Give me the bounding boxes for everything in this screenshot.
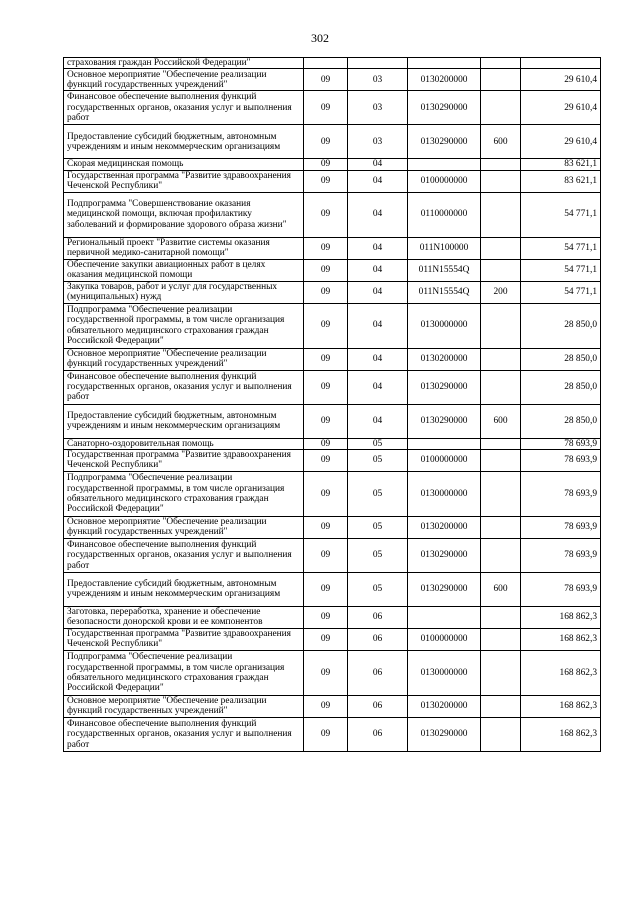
row-name: Основное мероприятие "Обеспечение реализации функций государственных учреждений" [64,348,304,370]
table-row [64,695,601,717]
table-row [64,237,601,259]
row-amount: 29 610,4 [521,69,601,91]
table-row [64,69,601,91]
row-subsection: 06 [348,695,408,717]
row-amount: 83 621,1 [521,159,601,170]
row-target-article [408,159,481,170]
table-row [64,572,601,606]
row-section: 09 [304,192,348,237]
row-amount [521,58,601,69]
row-expense-type [481,69,521,91]
row-name: Основное мероприятие "Обеспечение реализации функций государственных учреждений" [64,695,304,717]
row-section: 09 [304,370,348,404]
row-subsection: 03 [348,91,408,125]
row-name: Государственная программа "Развитие здравоохранения Чеченской Республики" [64,628,304,650]
row-expense-type [481,370,521,404]
table-row [64,628,601,650]
table-row [64,538,601,572]
table-row [64,281,601,303]
row-name: Финансовое обеспечение выполнения функций государственных органов, оказания услуг и выполнения работ [64,538,304,572]
row-amount: 54 771,1 [521,192,601,237]
row-expense-type [481,237,521,259]
row-subsection: 06 [348,650,408,695]
row-section: 09 [304,516,348,538]
row-subsection: 05 [348,516,408,538]
row-amount: 54 771,1 [521,259,601,281]
table-row [64,125,601,159]
row-target-article: 0130000000 [408,303,481,348]
row-section: 09 [304,606,348,628]
row-name: Основное мероприятие "Обеспечение реализации функций государственных учреждений" [64,69,304,91]
table-row [64,471,601,516]
table-row [64,58,601,69]
row-target-article: 0130290000 [408,370,481,404]
row-subsection: 05 [348,438,408,449]
row-name: Подпрограмма "Обеспечение реализации государственной программы, в том числе организация обязательного медицинского страхования граждан Российской Федерации" [64,471,304,516]
row-section: 09 [304,572,348,606]
table-row [64,192,601,237]
row-section: 09 [304,449,348,471]
row-subsection: 06 [348,717,408,751]
row-target-article: 0130000000 [408,650,481,695]
row-amount: 168 862,3 [521,650,601,695]
row-subsection: 04 [348,404,408,438]
row-subsection: 03 [348,125,408,159]
row-subsection: 05 [348,471,408,516]
row-amount: 54 771,1 [521,281,601,303]
row-target-article: 011N15554Q [408,259,481,281]
table-row [64,650,601,695]
row-amount: 54 771,1 [521,237,601,259]
row-target-article [408,438,481,449]
row-expense-type: 600 [481,125,521,159]
row-subsection: 04 [348,159,408,170]
row-name: Обеспечение закупки авиационных работ в целях оказания медицинской помощи [64,259,304,281]
row-amount: 28 850,0 [521,370,601,404]
row-target-article: 0130290000 [408,125,481,159]
row-amount: 28 850,0 [521,404,601,438]
budget-table [63,57,601,752]
row-name: Финансовое обеспечение выполнения функций государственных органов, оказания услуг и выполнения работ [64,370,304,404]
row-target-article: 0100000000 [408,170,481,192]
row-expense-type [481,695,521,717]
row-amount: 168 862,3 [521,606,601,628]
row-expense-type [481,538,521,572]
row-target-article: 011N100000 [408,237,481,259]
row-amount: 78 693,9 [521,572,601,606]
row-section: 09 [304,650,348,695]
row-name: Подпрограмма "Совершенствование оказания медицинской помощи, включая профилактику заболеваний и формирование здорового образа жизни" [64,192,304,237]
row-target-article [408,58,481,69]
row-subsection: 04 [348,303,408,348]
row-target-article: 0130200000 [408,348,481,370]
row-subsection: 04 [348,370,408,404]
row-section: 09 [304,281,348,303]
row-section: 09 [304,695,348,717]
table-row [64,516,601,538]
row-amount: 78 693,9 [521,471,601,516]
row-section: 09 [304,404,348,438]
row-target-article: 0130290000 [408,717,481,751]
row-expense-type [481,91,521,125]
row-expense-type: 200 [481,281,521,303]
row-amount: 28 850,0 [521,303,601,348]
row-subsection: 04 [348,170,408,192]
row-name: Подпрограмма "Обеспечение реализации государственной программы, в том числе организация обязательного медицинского страхования граждан Российской Федерации" [64,650,304,695]
row-target-article: 0130290000 [408,404,481,438]
table-row [64,449,601,471]
table-row [64,91,601,125]
row-subsection: 04 [348,192,408,237]
row-subsection: 04 [348,259,408,281]
row-name: Финансовое обеспечение выполнения функций государственных органов, оказания услуг и выполнения работ [64,91,304,125]
row-name: Закупка товаров, работ и услуг для государственных (муниципальных) нужд [64,281,304,303]
row-amount: 29 610,4 [521,125,601,159]
row-name: Предоставление субсидий бюджетным, автономным учреждениям и иным некоммерческим организациям [64,125,304,159]
row-subsection: 03 [348,69,408,91]
table-row [64,404,601,438]
row-target-article: 0130200000 [408,695,481,717]
row-section: 09 [304,471,348,516]
row-name: Предоставление субсидий бюджетным, автономным учреждениям и иным некоммерческим организациям [64,572,304,606]
row-section: 09 [304,170,348,192]
row-amount: 29 610,4 [521,91,601,125]
row-amount: 78 693,9 [521,438,601,449]
row-target-article [408,606,481,628]
row-section: 09 [304,237,348,259]
row-section: 09 [304,91,348,125]
row-expense-type [481,471,521,516]
row-expense-type [481,170,521,192]
row-subsection: 05 [348,572,408,606]
row-subsection [348,58,408,69]
row-subsection: 05 [348,538,408,572]
row-target-article: 011N15554Q [408,281,481,303]
row-target-article: 0130290000 [408,538,481,572]
row-subsection: 04 [348,281,408,303]
row-amount: 83 621,1 [521,170,601,192]
row-amount: 168 862,3 [521,628,601,650]
row-expense-type [481,516,521,538]
row-section: 09 [304,303,348,348]
row-section: 09 [304,125,348,159]
table-row [64,438,601,449]
row-expense-type: 600 [481,404,521,438]
row-expense-type [481,58,521,69]
row-target-article: 0130290000 [408,572,481,606]
row-section: 09 [304,538,348,572]
row-section: 09 [304,69,348,91]
row-expense-type [481,348,521,370]
row-section: 09 [304,159,348,170]
row-subsection: 05 [348,449,408,471]
row-expense-type [481,159,521,170]
row-name: Подпрограмма "Обеспечение реализации государственной программы, в том числе организация обязательного медицинского страхования граждан Российской Федерации" [64,303,304,348]
row-expense-type [481,650,521,695]
row-name: Финансовое обеспечение выполнения функций государственных органов, оказания услуг и выполнения работ [64,717,304,751]
row-name: Скорая медицинская помощь [64,159,304,170]
row-amount: 78 693,9 [521,449,601,471]
table-row [64,170,601,192]
table-row [64,370,601,404]
row-name: Государственная программа "Развитие здравоохранения Чеченской Республики" [64,449,304,471]
row-expense-type [481,628,521,650]
row-name: страхования граждан Российской Федерации" [64,58,304,69]
row-target-article: 0110000000 [408,192,481,237]
table-row [64,159,601,170]
row-expense-type [481,717,521,751]
row-section: 09 [304,348,348,370]
row-amount: 78 693,9 [521,538,601,572]
row-amount: 28 850,0 [521,348,601,370]
row-name: Заготовка, переработка, хранение и обеспечение безопасности донорской крови и ее компонентов [64,606,304,628]
row-expense-type [481,303,521,348]
row-subsection: 06 [348,606,408,628]
row-name: Государственная программа "Развитие здравоохранения Чеченской Республики" [64,170,304,192]
row-target-article: 0100000000 [408,628,481,650]
row-name: Основное мероприятие "Обеспечение реализации функций государственных учреждений" [64,516,304,538]
row-expense-type [481,192,521,237]
row-target-article: 0100000000 [408,449,481,471]
row-subsection: 04 [348,348,408,370]
row-subsection: 06 [348,628,408,650]
row-target-article: 0130200000 [408,69,481,91]
row-subsection: 04 [348,237,408,259]
row-name: Санаторно-оздоровительная помощь [64,438,304,449]
row-section: 09 [304,717,348,751]
row-expense-type [481,259,521,281]
row-section: 09 [304,628,348,650]
row-expense-type [481,438,521,449]
row-section [304,58,348,69]
row-expense-type [481,449,521,471]
row-name: Региональный проект "Развитие системы оказания первичной медико-санитарной помощи" [64,237,304,259]
row-target-article: 0130290000 [408,91,481,125]
table-row [64,303,601,348]
row-target-article: 0130000000 [408,471,481,516]
table-row [64,606,601,628]
table-row [64,259,601,281]
row-expense-type: 600 [481,572,521,606]
row-expense-type [481,606,521,628]
table-row [64,717,601,751]
page-number: 302 [311,31,329,45]
row-section: 09 [304,259,348,281]
row-amount: 168 862,3 [521,717,601,751]
row-section: 09 [304,438,348,449]
row-amount: 168 862,3 [521,695,601,717]
row-target-article: 0130200000 [408,516,481,538]
row-amount: 78 693,9 [521,516,601,538]
row-name: Предоставление субсидий бюджетным, автономным учреждениям и иным некоммерческим организациям [64,404,304,438]
table-row [64,348,601,370]
